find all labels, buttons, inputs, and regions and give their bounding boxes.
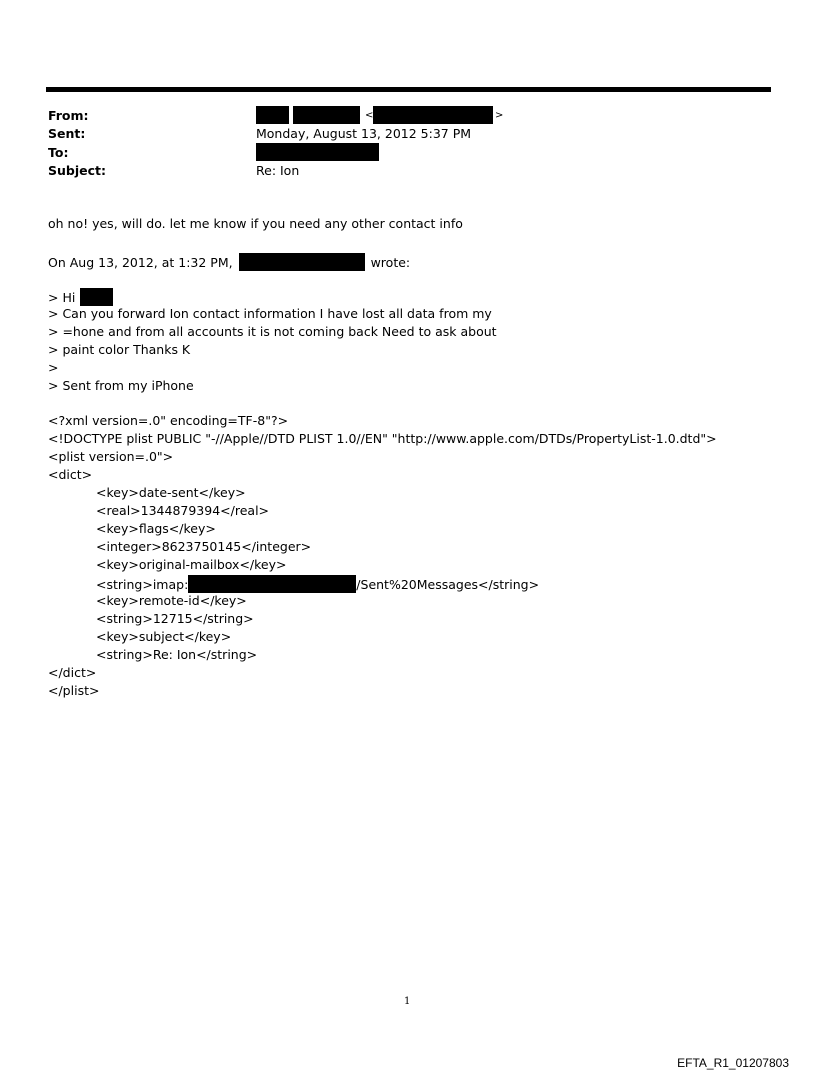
quoted-hi-line — [48, 288, 113, 306]
quote-intro — [48, 253, 410, 271]
dict-close: </dict> — [48, 665, 97, 680]
from-name-redaction-2 — [293, 106, 360, 124]
plist-value-original-mailbox — [96, 575, 539, 593]
reply-text: oh no! yes, will do. let me know if you need any other contact info — [48, 216, 463, 231]
quoted-hi: > Hi — [48, 290, 76, 305]
page-number: 1 — [404, 996, 411, 1007]
plist-key-remote-id: <key>remote-id</key> — [96, 593, 247, 608]
subject-value: Re: Ion — [256, 163, 300, 178]
from-name-redaction-1 — [256, 106, 289, 124]
quoted-line-2: > =hone and from all accounts it is not coming back Need to ask about — [48, 324, 497, 339]
from-email-redaction — [373, 106, 493, 124]
plist-key-flags: <key>flags</key> — [96, 521, 216, 536]
plist-value-remote-id: <string>12715</string> — [96, 611, 254, 626]
sent-value: Monday, August 13, 2012 5:37 PM — [256, 126, 472, 141]
quoted-line-1: > Can you forward Ion contact information I have lost all data from my — [48, 306, 492, 321]
plist-value-date-sent: <real>1344879394</real> — [96, 503, 270, 518]
plist-open: <plist version=.0"> — [48, 449, 174, 464]
plist-value-flags: <integer>8623750145</integer> — [96, 539, 312, 554]
quoted-line-3: > paint color Thanks K — [48, 342, 191, 357]
quote-intro-end: wrote: — [370, 255, 411, 270]
to-label: To: — [48, 145, 69, 160]
plist-key-subject: <key>subject</key> — [96, 629, 232, 644]
subject-label: Subject: — [48, 163, 106, 178]
to-redaction — [256, 143, 379, 161]
sent-label: Sent: — [48, 126, 86, 141]
from-label: From: — [48, 108, 89, 123]
plist-xml-decl: <?xml version=.0" encoding=TF-8"?> — [48, 413, 289, 428]
plist-key-date-sent: <key>date-sent</key> — [96, 485, 246, 500]
plist-close: </plist> — [48, 683, 100, 698]
mailbox-value-start: <string>imap: — [96, 577, 189, 592]
plist-doctype: <!DOCTYPE plist PUBLIC "-//Apple//DTD PLIST 1.0//EN" "http://www.apple.com/DTDs/PropertyList-1.0.dtd"> — [48, 431, 717, 446]
quoted-line-4: > — [48, 360, 59, 375]
quote-author-redaction — [239, 253, 365, 271]
mailbox-value-end: /Sent%20Messages</string> — [356, 577, 540, 592]
quoted-name-redaction — [80, 288, 113, 306]
document-id: EFTA_R1_01207803 — [677, 1056, 789, 1070]
mailbox-redaction — [188, 575, 356, 593]
quote-intro-start: On Aug 13, 2012, at 1:32 PM, — [48, 255, 233, 270]
from-email-close-bracket: > — [495, 110, 504, 121]
header-rule — [46, 87, 771, 92]
from-email-open-bracket: < — [365, 110, 374, 121]
quoted-line-5: > Sent from my iPhone — [48, 378, 194, 393]
plist-key-original-mailbox: <key>original-mailbox</key> — [96, 557, 287, 572]
dict-open: <dict> — [48, 467, 93, 482]
plist-value-subject: <string>Re: Ion</string> — [96, 647, 258, 662]
